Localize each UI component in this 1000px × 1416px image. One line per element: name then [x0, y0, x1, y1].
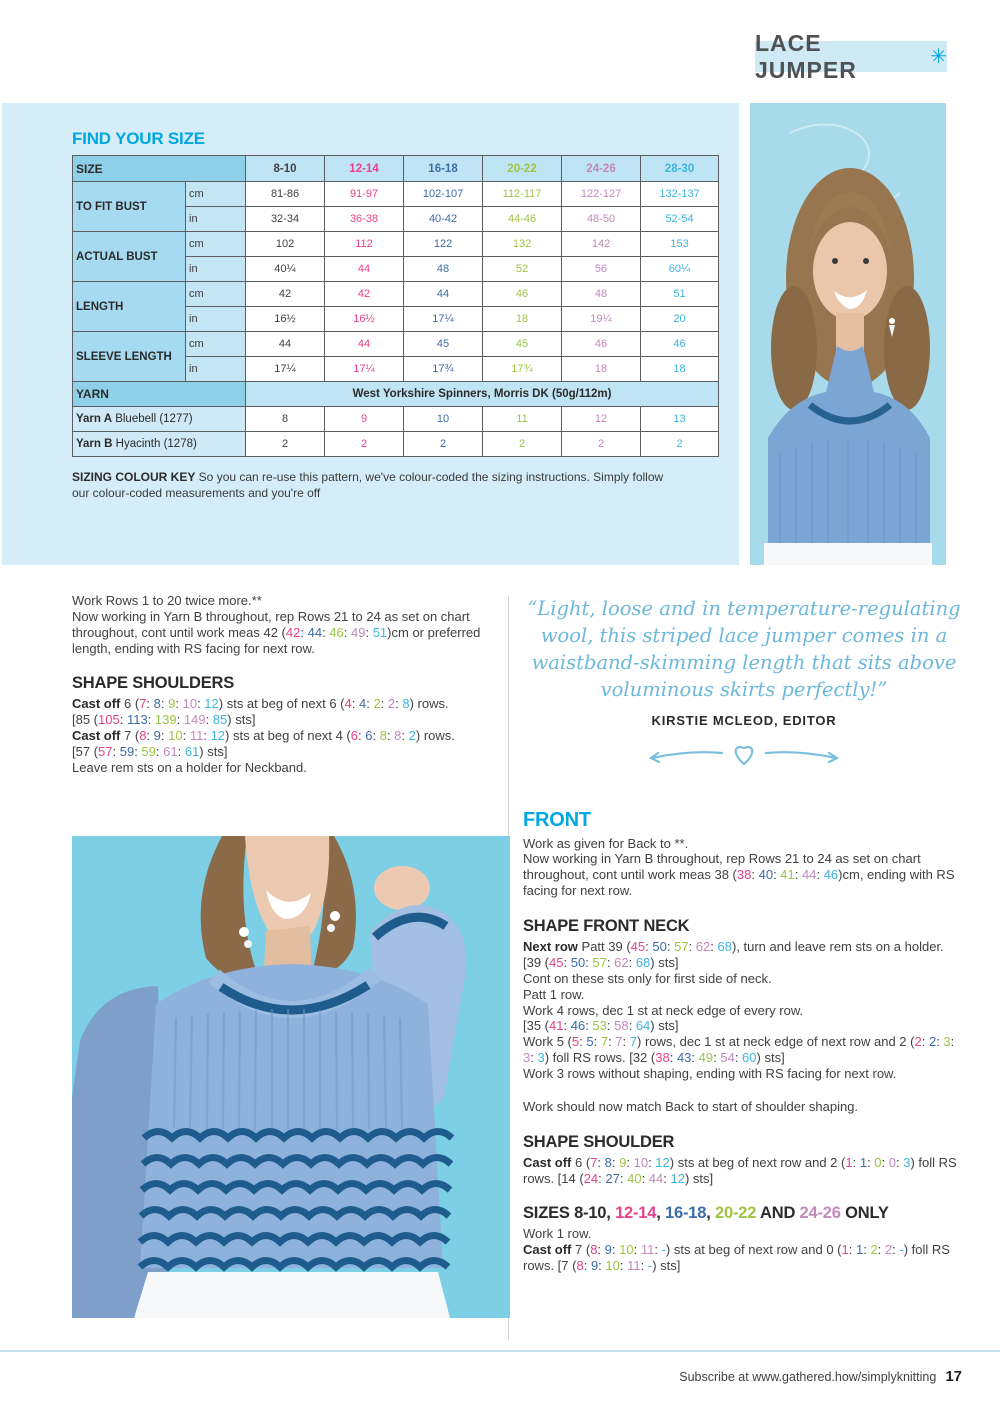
footer-rule: [0, 1350, 1000, 1352]
shape-shoulders-heading: SHAPE SHOULDERS: [72, 674, 235, 693]
size-panel: [2, 103, 739, 565]
shape-shoulder-instructions: [523, 1155, 965, 1187]
unit-label: cm: [186, 182, 246, 207]
yarn-b-row: [73, 432, 719, 457]
size-value-cell: 44: [325, 257, 404, 282]
size-value-cell: 51: [641, 282, 719, 307]
shape-shoulder-heading: SHAPE SHOULDER: [523, 1132, 675, 1151]
size-column-header: 20-22: [483, 156, 562, 182]
match-back-note: Work should now match Back to start of shoulder shaping.: [523, 1098, 859, 1114]
size-value-cell: 48-50: [562, 207, 641, 232]
yarn-a-qty: 10: [404, 407, 483, 432]
sizing-colour-key-text: So you can re-use this pattern, we've colour-coded the sizing instructions. Simply follow our colour-coded measurements and you're off: [72, 470, 664, 500]
page-number: 17: [945, 1368, 962, 1385]
size-column-header: 8-10: [246, 156, 325, 182]
yarn-a-qty: 13: [641, 407, 719, 432]
size-value-cell: 153: [641, 232, 719, 257]
size-column-header: 16-18: [404, 156, 483, 182]
pattern-line: Cast off 6 (7: 8: 9: 10: 12) sts at beg of next row and 2 (1: 1: 0: 0: 3) foll RS rows. [14 (24: 27: 40: 44: 12) sts]: [523, 1154, 957, 1186]
size-value-cell: 18: [562, 357, 641, 382]
yarn-a-label: [73, 407, 246, 432]
asterisk-icon: ✳: [930, 45, 947, 68]
size-value-cell: 56: [562, 257, 641, 282]
pattern-line: Now working in Yarn B throughout, rep Rows 21 to 24 as set on chart throughout, cont until work meas 38 (38: 40: 41: 44: 46)cm, ending with RS facing for next row.: [523, 851, 955, 899]
unit-label: in: [186, 257, 246, 282]
size-value-cell: 112-117: [483, 182, 562, 207]
size-value-cell: 19¼: [562, 307, 641, 332]
size-value-cell: 17¾: [404, 357, 483, 382]
shape-front-neck-instructions: [523, 939, 965, 1082]
heart-doodle-icon: [644, 736, 844, 775]
size-value-cell: 36-38: [325, 207, 404, 232]
yarn-b-qty: 2: [404, 432, 483, 457]
pattern-line: Cast off 7 (8: 9: 10: 11: -) sts at beg of next row and 0 (1: 1: 2: 2: -) foll RS rows. [7 (8: 9: 10: 11: -) sts]: [523, 1242, 950, 1274]
find-your-size-heading: FIND YOUR SIZE: [72, 129, 205, 148]
page-header-band: [755, 29, 947, 83]
pattern-line: Cast off 6 (7: 8: 9: 10: 12) sts at beg of next 6 (4: 4: 2: 2: 8) rows.: [72, 696, 449, 712]
size-value-cell: 17¼: [325, 357, 404, 382]
pattern-line: Leave rem sts on a holder for Neckband.: [72, 759, 307, 775]
pattern-line: [57 (57: 59: 59: 61: 61) sts]: [72, 744, 228, 760]
size-value-cell: 102-107: [404, 182, 483, 207]
size-value-cell: 44: [404, 282, 483, 307]
size-column-header: 12-14: [325, 156, 404, 182]
size-value-cell: 60¼: [641, 257, 719, 282]
unit-label: cm: [186, 332, 246, 357]
measure-label: SLEEVE LENGTH: [73, 332, 186, 382]
size-value-cell: 44: [246, 332, 325, 357]
model-photo-top: [750, 103, 946, 565]
size-value-cell: 17¼: [246, 357, 325, 382]
yarn-label: YARN: [73, 382, 246, 407]
editor-attribution: KIRSTIE MCLEOD, EDITOR: [651, 712, 837, 728]
size-value-cell: 16½: [246, 307, 325, 332]
size-value-cell: 132: [483, 232, 562, 257]
unit-label: in: [186, 357, 246, 382]
size-value-cell: 52: [483, 257, 562, 282]
size-value-cell: 44: [325, 332, 404, 357]
size-value-cell: 18: [641, 357, 719, 382]
shape-front-neck-heading: SHAPE FRONT NECK: [523, 917, 690, 936]
jumper-photo-bottom: [72, 836, 510, 1318]
page-title: LACE JUMPER: [755, 29, 857, 83]
size-value-cell: 46: [562, 332, 641, 357]
yarn-b-name: Yarn B: [76, 438, 113, 450]
pattern-line: Cont on these sts only for first side of neck.: [523, 970, 772, 986]
size-table-header-row: [73, 156, 719, 182]
yarn-b-qty: 2: [483, 432, 562, 457]
measure-label: TO FIT BUST: [73, 182, 186, 232]
pattern-line: Work as given for Back to **.: [523, 835, 689, 851]
pattern-line: Next row Patt 39 (45: 50: 57: 62: 68), turn and leave rem sts on a holder. [39 (45: 50: 57: 62: 68) sts]: [523, 939, 944, 970]
pattern-line: Now working in Yarn B throughout, rep Rows 21 to 24 as set on chart throughout, cont until work meas 42 (42: 44: 46: 49: 51)cm or preferred length, ending with RS facing for next row.: [72, 608, 481, 656]
size-value-cell: 102: [246, 232, 325, 257]
size-value-cell: 42: [246, 282, 325, 307]
right-column: [523, 590, 965, 1274]
unit-label: cm: [186, 232, 246, 257]
size-table-row: [73, 332, 719, 357]
size-value-cell: 17¼: [404, 307, 483, 332]
size-value-cell: 44-46: [483, 207, 562, 232]
pattern-line: Work 4 rows, dec 1 st at neck edge of every row.: [523, 1002, 804, 1018]
footer: [679, 1368, 962, 1385]
yarn-a-qty: 11: [483, 407, 562, 432]
yarn-b-qty: 2: [246, 432, 325, 457]
yarn-a-shade: Bluebell (1277): [112, 413, 193, 425]
sizes-only-instructions: [523, 1226, 965, 1274]
size-value-cell: 52-54: [641, 207, 719, 232]
size-value-cell: 48: [404, 257, 483, 282]
size-value-cell: 40-42: [404, 207, 483, 232]
pattern-line: Cast off 7 (8: 9: 10: 11: 12) sts at beg of next 4 (6: 6: 8: 8: 2) rows.: [72, 728, 455, 744]
size-value-cell: 142: [562, 232, 641, 257]
sizing-colour-key-title: SIZING COLOUR KEY: [72, 470, 196, 484]
size-value-cell: 42: [325, 282, 404, 307]
size-table-row: [73, 282, 719, 307]
yarn-a-qty: 9: [325, 407, 404, 432]
yarn-a-qty: 12: [562, 407, 641, 432]
size-value-cell: 122-127: [562, 182, 641, 207]
size-value-cell: 17¾: [483, 357, 562, 382]
yarn-b-label: [73, 432, 246, 457]
measure-label: ACTUAL BUST: [73, 232, 186, 282]
pattern-line: Work Rows 1 to 20 twice more.**: [72, 593, 262, 608]
front-heading: FRONT: [523, 808, 591, 831]
size-value-cell: 112: [325, 232, 404, 257]
size-value-cell: 18: [483, 307, 562, 332]
unit-label: in: [186, 207, 246, 232]
yarn-a-qty: 8: [246, 407, 325, 432]
size-value-cell: 46: [483, 282, 562, 307]
unit-label: cm: [186, 282, 246, 307]
size-table-row: [73, 232, 719, 257]
size-value-cell: 32-34: [246, 207, 325, 232]
yarn-a-name: Yarn A: [76, 413, 113, 425]
sizing-colour-key: [72, 470, 682, 502]
yarn-row: [73, 382, 719, 407]
size-column-header: 24-26: [562, 156, 641, 182]
size-table-body: [73, 182, 719, 382]
measure-label: LENGTH: [73, 282, 186, 332]
front-instructions: [523, 836, 965, 899]
pattern-line: Work 1 row.: [523, 1226, 592, 1242]
size-value-cell: 16½: [325, 307, 404, 332]
yarn-b-qty: 2: [325, 432, 404, 457]
pattern-line: Work 5 (5: 5: 7: 7: 7) rows, dec 1 st at neck edge of next row and 2 (2: 2: 3: 3: 3) foll RS rows. [32 (38: 43: 49: 54: 60) sts]: [523, 1034, 955, 1066]
size-value-cell: 45: [483, 332, 562, 357]
yarn-b-shade: Hyacinth (1278): [112, 438, 197, 450]
size-value-cell: 20: [641, 307, 719, 332]
size-value-cell: 81-86: [246, 182, 325, 207]
size-value-cell: 45: [404, 332, 483, 357]
size-value-cell: 48: [562, 282, 641, 307]
size-value-cell: 46: [641, 332, 719, 357]
left-column: [72, 593, 510, 1318]
pattern-line: Work 3 rows without shaping, ending with RS facing for next row.: [523, 1065, 897, 1081]
size-value-cell: 40¼: [246, 257, 325, 282]
pattern-line: [85 (105: 113: 139: 149: 85) sts]: [72, 712, 256, 728]
size-table-row: [73, 182, 719, 207]
yarn-a-row: [73, 407, 719, 432]
yarn-b-qty: 2: [641, 432, 719, 457]
yarn-b-qty: 2: [562, 432, 641, 457]
pattern-line: Patt 1 row.: [523, 986, 585, 1002]
shape-shoulders-instructions: [72, 696, 500, 775]
size-table: [72, 155, 719, 457]
back-instructions: [72, 593, 500, 656]
sizes-only-heading: SIZES 8-10, 12-14, 16-18, 20-22 AND 24-26 ONLY: [523, 1204, 889, 1223]
size-value-cell: 91-97: [325, 182, 404, 207]
unit-label: in: [186, 307, 246, 332]
size-value-cell: 132-137: [641, 182, 719, 207]
footer-subscribe-text: Subscribe at www.gathered.how/simplyknitting: [679, 1370, 937, 1384]
size-value-cell: 122: [404, 232, 483, 257]
pattern-line: [35 (41: 46: 53: 58: 64) sts]: [523, 1018, 679, 1034]
size-column-header: 28-30: [641, 156, 719, 182]
yarn-brand: West Yorkshire Spinners, Morris DK (50g/112m): [246, 382, 719, 407]
size-header-label: SIZE: [73, 156, 246, 182]
editor-quote: “Light, loose and in temperature-regulating wool, this striped lace jumper comes in a waistband-skimming length that sits above voluminous skirts perfectly!”: [527, 597, 961, 701]
